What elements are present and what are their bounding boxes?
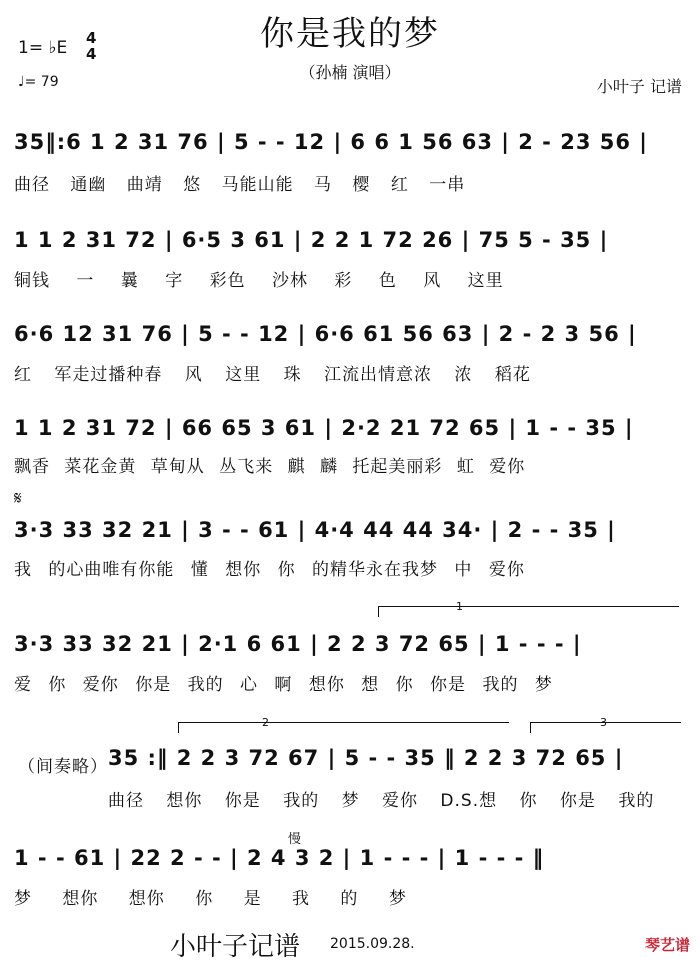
footer-signature: 小叶子记谱 — [170, 932, 301, 962]
lyrics-row-5: 我 的心曲唯有你能 懂 想你 你 的精华永在我梦 中 爱你 — [14, 560, 525, 580]
key-signature: 1= ♭E — [18, 38, 68, 58]
notation-row-6: 3·3 33 32 21 | 2·1 6 61 | 2 2 3 72 65 | 1 - - - | — [14, 632, 582, 656]
lyrics-row-7: 曲径 想你 你是 我的 梦 爱你 D.S.想 你 你是 我的 — [108, 791, 655, 811]
volta-number-2: 2 — [262, 716, 269, 729]
song-subtitle: （孙楠 演唱） — [299, 63, 401, 82]
volta-number-3: 3 — [600, 716, 607, 729]
interlude-label: （间奏略） — [18, 757, 108, 777]
segno-sign: 𝄋 — [14, 488, 22, 509]
transcriber: 小叶子 记谱 — [596, 77, 682, 96]
footer-date: 2015.09.28. — [330, 936, 415, 952]
notation-row-7: 35 :‖ 2 2 3 72 67 | 5 - - 35 ‖ 2 2 3 72 65 | — [108, 746, 624, 770]
lyrics-row-6: 爱 你 爱你 你是 我的 心 啊 想你 想 你 你是 我的 梦 — [14, 675, 553, 695]
time-bottom: 4 — [86, 45, 97, 63]
notation-row-1: 35‖:6 1 2 31 76 | 5 - - 12 | 6 6 1 56 63 | 2 - 23 56 | — [14, 130, 648, 154]
notation-row-8: 1 - - 61 | 22 2 - - | 2 4 3 2 | 1 - - - | 1 - - - ‖ — [14, 846, 545, 870]
lyrics-row-8: 梦 想你 想你 你 是 我 的 梦 — [14, 889, 407, 909]
time-top: 4 — [86, 29, 97, 47]
tempo-slow-mark: 慢 — [288, 832, 302, 847]
notation-row-5: 3·3 33 32 21 | 3 - - 61 | 4·4 44 44 34· | 2 - - 35 | — [14, 518, 616, 542]
lyrics-row-3: 红 军走过播种春 风 这里 珠 江流出情意浓 浓 稻花 — [14, 365, 531, 385]
notation-row-3: 6·6 12 31 76 | 5 - - 12 | 6·6 61 56 63 | 2 - 2 3 56 | — [14, 322, 637, 346]
volta-bracket-2 — [178, 722, 509, 733]
site-logo: 琴艺谱 — [644, 936, 690, 954]
time-signature — [86, 30, 96, 62]
lyrics-row-2: 铜钱 一 曩 字 彩色 沙林 彩 色 风 这里 — [14, 271, 504, 291]
volta-bracket-1 — [378, 606, 679, 617]
lyrics-row-4: 飘香 菜花金黄 草甸从 丛飞来 麒 麟 托起美丽彩 虹 爱你 — [14, 457, 526, 477]
song-title: 你是我的梦 — [260, 14, 440, 54]
tempo-marking: ♩= 79 — [18, 74, 59, 90]
volta-number-1: 1 — [456, 600, 463, 613]
lyrics-row-1: 曲径 通幽 曲靖 悠 马能山能 马 樱 红 一串 — [14, 175, 466, 195]
notation-row-2: 1 1 2 31 72 | 6·5 3 61 | 2 2 1 72 26 | 75 5 - 35 | — [14, 228, 609, 252]
notation-row-4: 1 1 2 31 72 | 66 65 3 61 | 2·2 21 72 65 | 1 - - 35 | — [14, 416, 634, 440]
